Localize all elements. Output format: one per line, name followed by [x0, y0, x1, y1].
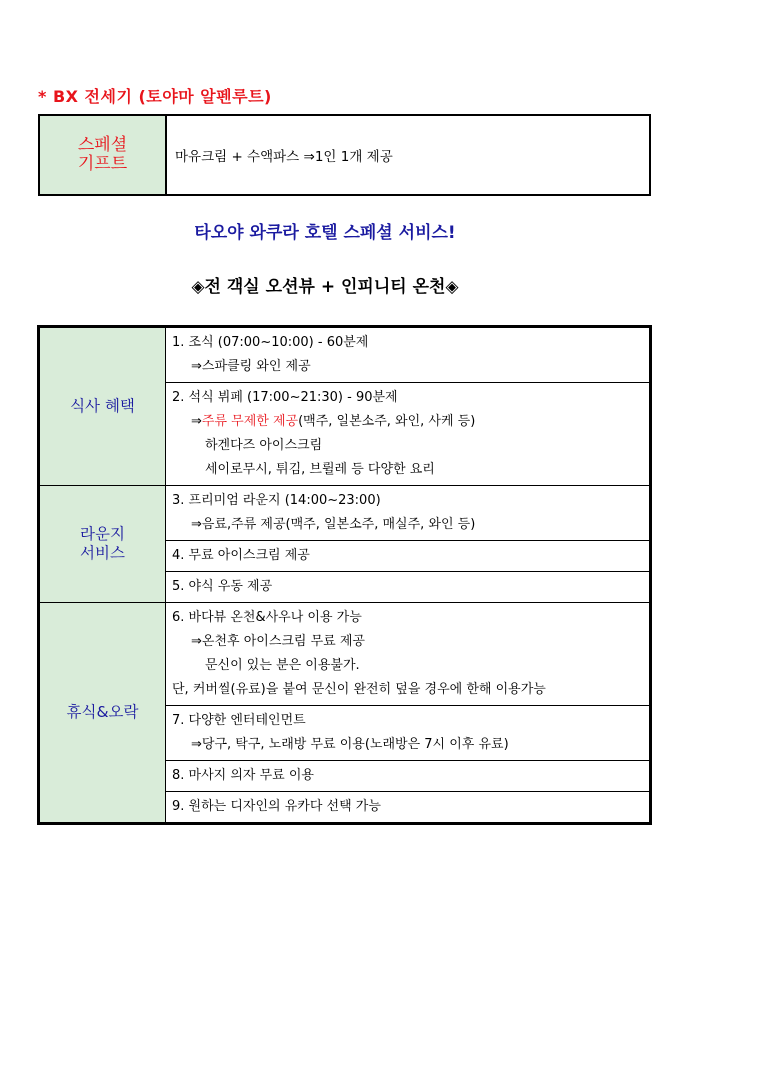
tattoo-note: 단, 커버씰(유료)을 붙여 문신이 완전히 덮을 경우에 한해 이용가능	[172, 682, 546, 697]
item-udon: 5. 야식 우동 제공	[166, 572, 651, 603]
item-sub: ⇒스파클링 와인 제공	[191, 359, 311, 374]
item-icecream: 4. 무료 아이스크림 제공	[166, 541, 651, 572]
item-title: 6. 바다뷰 온천&사우나 이용 가능	[172, 610, 362, 625]
category-meal: 식사 혜택	[39, 327, 166, 486]
item-massage: 8. 마사지 의자 무료 이용	[166, 761, 651, 792]
item-sub: 문신이 있는 분은 이용불가.	[205, 658, 360, 673]
table-row	[39, 327, 650, 383]
hotel-service-title: 타오야 와쿠라 호텔 스페셜 서비스!	[194, 223, 456, 243]
lounge-label-line1: 라운지	[80, 525, 125, 543]
gift-label-line2: 기프트	[77, 154, 128, 174]
category-lounge	[39, 486, 166, 603]
special-gift-text: 마유크림 + 수액파스 ⇒1인 1개 제공	[166, 115, 650, 195]
special-gift-table	[38, 114, 651, 196]
item-title: 3. 프리미엄 라운지 (14:00~23:00)	[172, 493, 381, 508]
lounge-label-line2: 서비스	[80, 544, 125, 562]
unlimited-drinks-highlight: 주류 무제한 제공	[201, 414, 299, 429]
table-row	[39, 603, 650, 706]
item-yukata: 9. 원하는 디자인의 유카다 선택 가능	[166, 792, 651, 824]
gift-label-line1: 스페셜	[77, 135, 128, 155]
category-leisure: 휴식&오락	[39, 603, 166, 824]
item-breakfast	[166, 327, 651, 383]
item-entertainment	[166, 706, 651, 761]
item-sub: ⇒당구, 탁구, 노래방 무료 이용(노래방은 7시 이후 유료)	[191, 737, 509, 752]
services-table	[38, 326, 651, 824]
item-lounge	[166, 486, 651, 541]
arrow-text: ⇒	[191, 414, 202, 429]
item-sub: 하겐다즈 아이스크림	[205, 438, 323, 453]
item-sub: ⇒온천후 아이스크림 무료 제공	[191, 634, 365, 649]
item-title: 1. 조식 (07:00~10:00) - 60분제	[172, 335, 369, 350]
special-gift-label	[39, 115, 166, 195]
item-title: 7. 다양한 엔터테인먼트	[172, 713, 306, 728]
drinks-detail: (맥주, 일본소주, 와인, 사케 등)	[298, 414, 476, 429]
room-feature-title: ◈전 객실 오션뷰 + 인피니티 온천◈	[191, 277, 459, 297]
item-title: 2. 석식 뷔페 (17:00~21:30) - 90분제	[172, 390, 398, 405]
flight-heading: * BX 전세기 (토야마 알펜루트)	[38, 87, 272, 106]
item-onsen	[166, 603, 651, 706]
item-dinner	[166, 383, 651, 486]
item-sub: 세이로무시, 튀김, 브륄레 등 다양한 요리	[205, 462, 435, 477]
table-row	[39, 486, 650, 541]
item-sub: ⇒음료,주류 제공(맥주, 일본소주, 매실주, 와인 등)	[191, 517, 476, 532]
item-sub	[172, 410, 645, 434]
